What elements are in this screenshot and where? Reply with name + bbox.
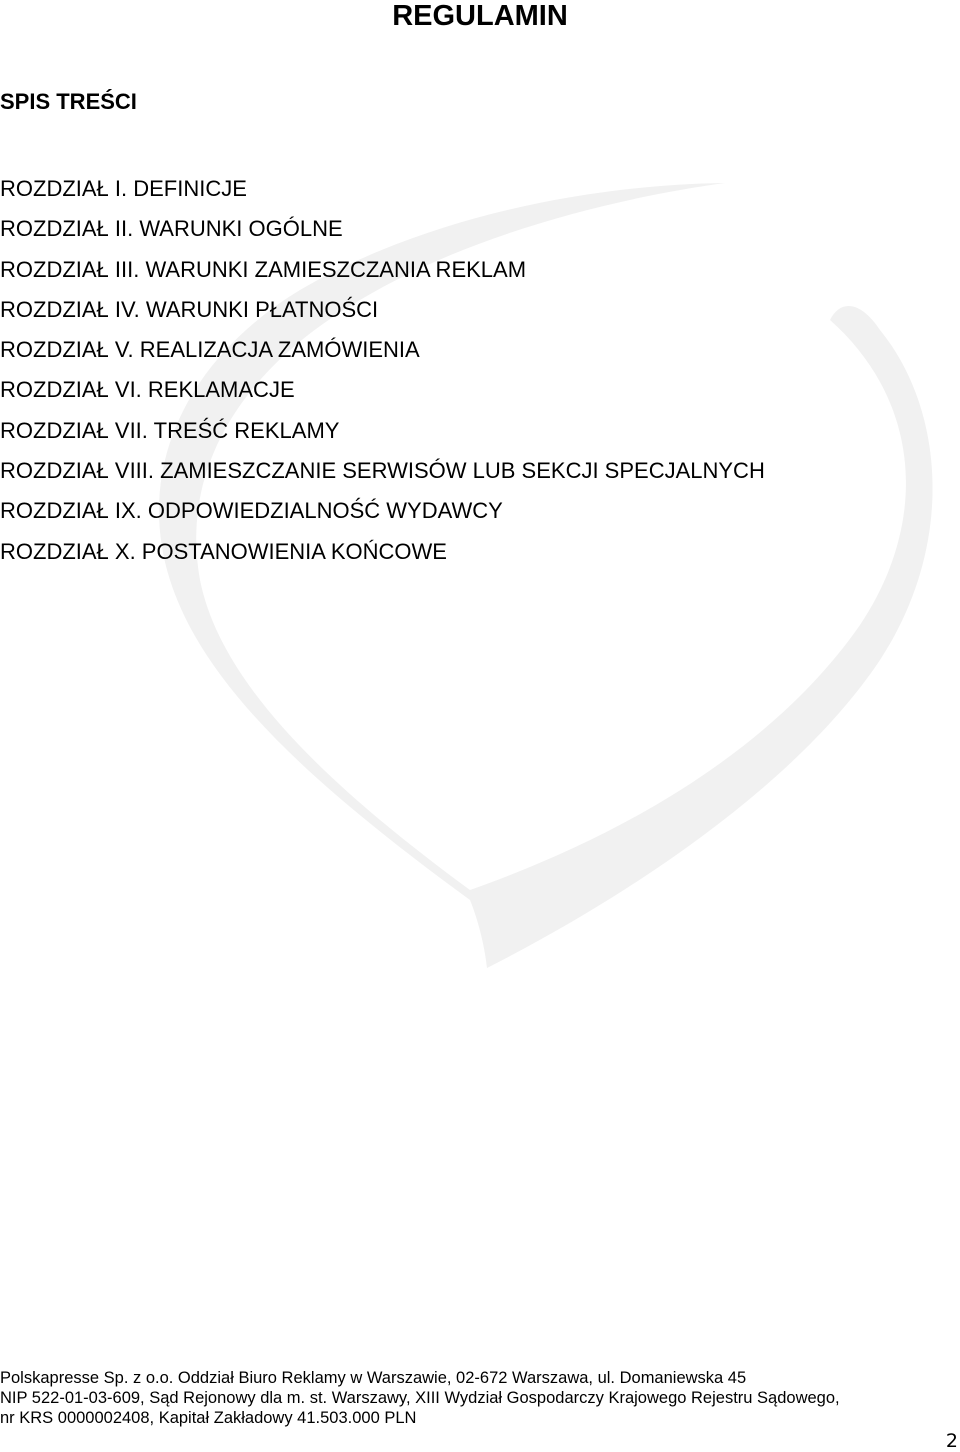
toc-item: ROZDZIAŁ IX. ODPOWIEDZIALNOŚĆ WYDAWCY (0, 498, 503, 524)
toc-item: ROZDZIAŁ X. POSTANOWIENIA KOŃCOWE (0, 538, 447, 564)
table-of-contents (0, 169, 765, 572)
page-number: 2 (945, 1430, 958, 1452)
footer-line-krs: nr KRS 0000002408, Kapitał Zakładowy 41.503.000 PLN (0, 1409, 417, 1427)
document-title: REGULAMIN (392, 0, 568, 32)
toc-item: ROZDZIAŁ III. WARUNKI ZAMIESZCZANIA REKLAM (0, 256, 527, 282)
toc-item: ROZDZIAŁ VIII. ZAMIESZCZANIE SERWISÓW LUB SEKCJI SPECJALNYCH (0, 458, 765, 484)
footer-line-registration: NIP 522-01-03-609, Sąd Rejonowy dla m. st. Warszawy, XIII Wydział Gospodarczy Krajowego Rejestru Sądowego, (0, 1389, 840, 1407)
page-footer (0, 1368, 840, 1428)
toc-item: ROZDZIAŁ II. WARUNKI OGÓLNE (0, 216, 343, 242)
toc-item: ROZDZIAŁ VI. REKLAMACJE (0, 377, 295, 403)
toc-item: ROZDZIAŁ I. DEFINICJE (0, 176, 247, 201)
toc-item: ROZDZIAŁ V. REALIZACJA ZAMÓWIENIA (0, 337, 420, 363)
footer-line-company: Polskapresse Sp. z o.o. Oddział Biuro Reklamy w Warszawie, 02-672 Warszawa, ul. Domaniewska 45 (0, 1369, 747, 1387)
toc-item: ROZDZIAŁ VII. TREŚĆ REKLAMY (0, 417, 340, 443)
toc-item: ROZDZIAŁ IV. WARUNKI PŁATNOŚCI (0, 296, 379, 322)
toc-heading: SPIS TREŚCI (0, 89, 137, 114)
